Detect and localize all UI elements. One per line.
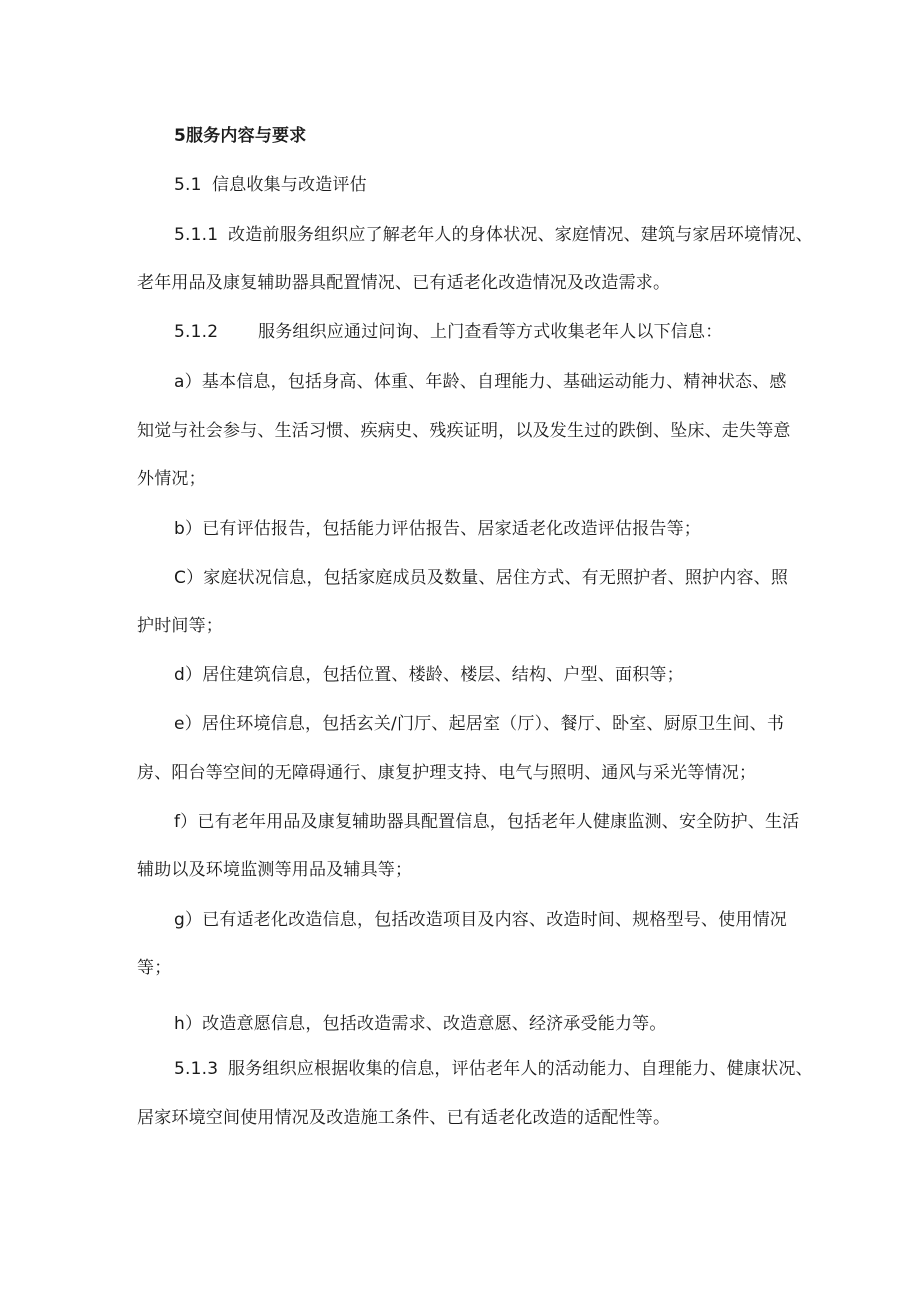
clause-5-1-3-text-1: 服务组织应根据收集的信息，评估老年人的活动能力、自理能力、健康状况、 <box>228 1059 813 1079</box>
item-a-line-3: 外情况； <box>137 469 206 489</box>
clause-5-1-1-line-2: 老年用品及康复辅助器具配置情况、已有适老化改造情况及改造需求。 <box>137 273 671 293</box>
clause-5-1-3-line-1 <box>174 1058 813 1080</box>
item-a-line-2: 知觉与社会参与、生活习惯、疾病史、残疾证明，以及发生过的跌倒、坠床、走失等意 <box>137 421 791 441</box>
item-d-line-1: d）居住建筑信息，包括位置、楼龄、楼层、结构、户型、面积等； <box>174 665 684 685</box>
item-c-line-1: C）家庭状况信息，包括家庭成员及数量、居住方式、有无照护者、照护内容、照 <box>174 568 789 588</box>
subsection-title-line <box>174 174 367 196</box>
item-e-line-2: 房、阳台等空间的无障碍通行、康复护理支持、电气与照明、通风与采光等情况； <box>137 763 757 783</box>
clause-5-1-2-line <box>174 321 722 343</box>
clause-5-1-1-text-1: 改造前服务组织应了解老年人的身体状况、家庭情况、建筑与家居环境情况、 <box>228 225 813 245</box>
subsection-number: 5.1 <box>174 175 202 195</box>
item-f-line-1: f）已有老年用品及康复辅助器具配置信息，包括老年人健康监测、安全防护、生活 <box>174 812 800 832</box>
item-h-line-1: h）改造意愿信息，包括改造需求、改造意愿、经济承受能力等。 <box>174 1014 667 1034</box>
item-c-line-2: 护时间等； <box>137 616 223 636</box>
clause-5-1-3-number: 5.1.3 <box>174 1059 219 1079</box>
section-heading: 5服务内容与要求 <box>174 126 307 146</box>
clause-5-1-1-number: 5.1.1 <box>174 225 219 245</box>
clause-5-1-1-line-1 <box>174 224 813 246</box>
item-f-line-2: 辅助以及环境监测等用品及辅具等； <box>137 860 413 880</box>
item-e-line-1: e）居住环境信息，包括玄关/门厅、起居室（厅）、餐厅、卧室、厨原卫生间、书 <box>174 714 785 734</box>
item-g-line-1: g）已有适老化改造信息，包括改造项目及内容、改造时间、规格型号、使用情况 <box>174 910 787 930</box>
clause-5-1-3-line-2: 居家环境空间使用情况及改造施工条件、已有适老化改造的适配性等。 <box>137 1108 671 1128</box>
clause-5-1-2-number: 5.1.2 <box>174 322 219 342</box>
item-b-line-1: b）已有评估报告，包括能力评估报告、居家适老化改造评估报告等； <box>174 519 701 539</box>
subsection-title: 信息收集与改造评估 <box>212 175 367 195</box>
clause-5-1-2-text: 服务组织应通过问询、上门查看等方式收集老年人以下信息： <box>258 322 723 342</box>
item-a-line-1: a）基本信息，包括身高、体重、年龄、自理能力、基础运动能力、精神状态、感 <box>174 372 787 392</box>
item-g-line-2: 等； <box>137 958 172 978</box>
